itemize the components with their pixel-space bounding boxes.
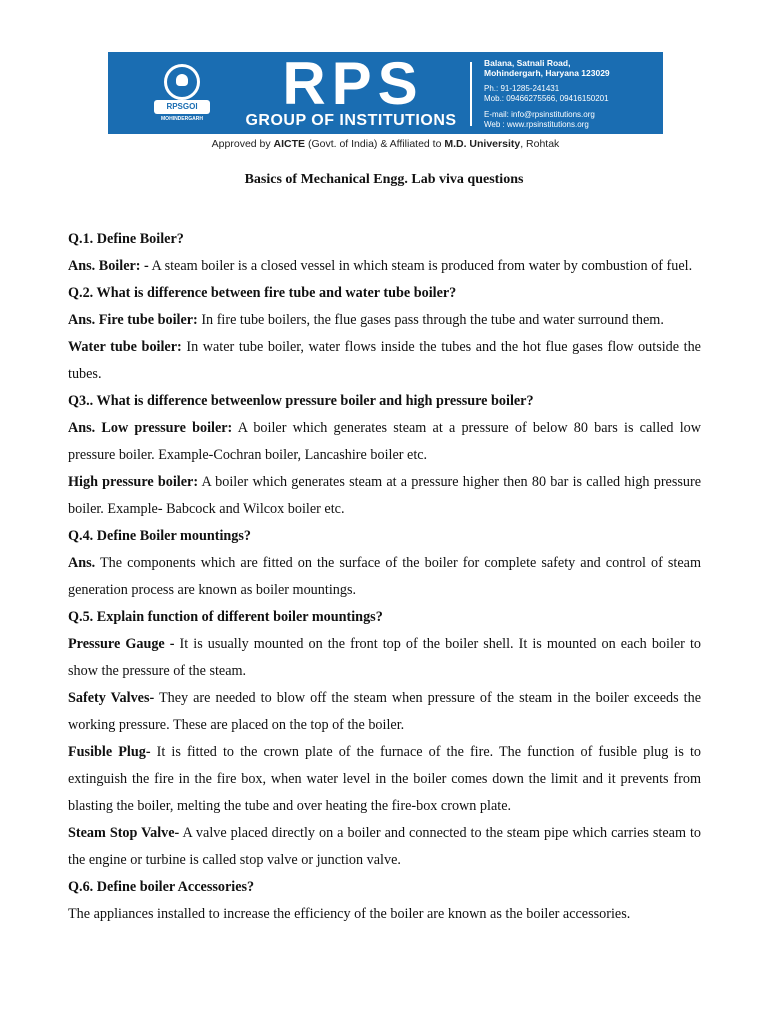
banner-divider xyxy=(470,62,472,126)
answer-1: Ans. Boiler: - A steam boiler is a closed vessel in which steam is produced from water by combustion of fuel. xyxy=(68,258,693,274)
emblem-subtext: MOHINDERGARH xyxy=(161,116,203,122)
mobile-number: Mob.: 09466275566, 09416150201 xyxy=(484,94,609,103)
question-6: Q.6. Define boiler Accessories? xyxy=(68,879,255,895)
document-body xyxy=(68,226,701,928)
mounting-pressure-gauge: Pressure Gauge - It is usually mounted on the front top of the boiler shell. It is mounted on each boiler to show the pressure of the steam. xyxy=(68,636,701,679)
answer-2-fire-tube: Ans. Fire tube boiler: In fire tube boilers, the flue gases pass through the tube and water surround them. xyxy=(68,312,664,328)
emblem-ribbon: RPSGOI xyxy=(154,100,210,114)
email-address: E-mail: info@rpsinstitutions.org xyxy=(484,110,595,119)
question-4: Q.4. Define Boiler mountings? xyxy=(68,528,251,544)
address-line-2: Mohindergarh, Haryana 123029 xyxy=(484,68,610,78)
mounting-safety-valves: Safety Valves- They are needed to blow off the steam when pressure of the steam in the boiler exceeds the working pressure. These are placed on the top of the boiler. xyxy=(68,690,701,733)
letterhead-banner xyxy=(108,52,663,134)
answer-3-low-pressure: Ans. Low pressure boiler: A boiler which generates steam at a pressure of below 80 bars is called low pressure boiler. Example-Cochran boiler, Lancashire boiler etc. xyxy=(68,420,701,463)
question-2: Q.2. What is difference between fire tube and water tube boiler? xyxy=(68,285,457,301)
contact-block xyxy=(484,58,660,130)
mounting-steam-stop-valve: Steam Stop Valve- A valve placed directly on a boiler and connected to the steam pipe which carries steam to the engine or turbine is called stop valve or junction valve. xyxy=(68,825,702,868)
approval-line: Approved by AICTE (Govt. of India) & Affiliated to M.D. University, Rohtak xyxy=(211,138,560,150)
emblem-circle-icon xyxy=(164,64,200,100)
document-title: Basics of Mechanical Engg. Lab viva questions xyxy=(244,172,524,187)
brand-subtitle: GROUP OF INSTITUTIONS xyxy=(245,112,457,129)
address-line-1: Balana, Satnali Road, xyxy=(484,58,571,68)
phone-number: Ph.: 91-1285-241431 xyxy=(484,84,560,93)
website-address: Web : www.rpsinstitutions.org xyxy=(484,120,589,129)
question-3: Q3.. What is difference betweenlow pressure boiler and high pressure boiler? xyxy=(68,393,534,409)
answer-3-high-pressure: High pressure boiler: A boiler which generates steam at a pressure higher then 80 bar is called high pressure boiler. Example- Babcock and Wilcox boiler etc. xyxy=(68,474,701,517)
institution-emblem xyxy=(152,62,212,124)
mounting-fusible-plug: Fusible Plug- It is fitted to the crown plate of the furnace of the fire. The function of fusible plug is to extinguish the fire in the fire box, when water level in the boiler comes down the limit and it prevents from blasting the boiler, melting the tube and over heating the fire-box crown plate. xyxy=(68,744,702,814)
brand-logo-text: RPS xyxy=(282,50,424,117)
answer-6: The appliances installed to increase the efficiency of the boiler are known as the boiler accessories. xyxy=(68,906,631,922)
question-1: Q.1. Define Boiler? xyxy=(68,231,184,247)
question-5: Q.5. Explain function of different boiler mountings? xyxy=(68,609,383,625)
answer-2-water-tube: Water tube boiler: In water tube boiler, water flows inside the tubes and the hot flue gases flow outside the tubes. xyxy=(68,339,701,382)
answer-4: Ans. The components which are fitted on the surface of the boiler for complete safety and control of steam generation process are known as boiler mountings. xyxy=(68,555,701,598)
